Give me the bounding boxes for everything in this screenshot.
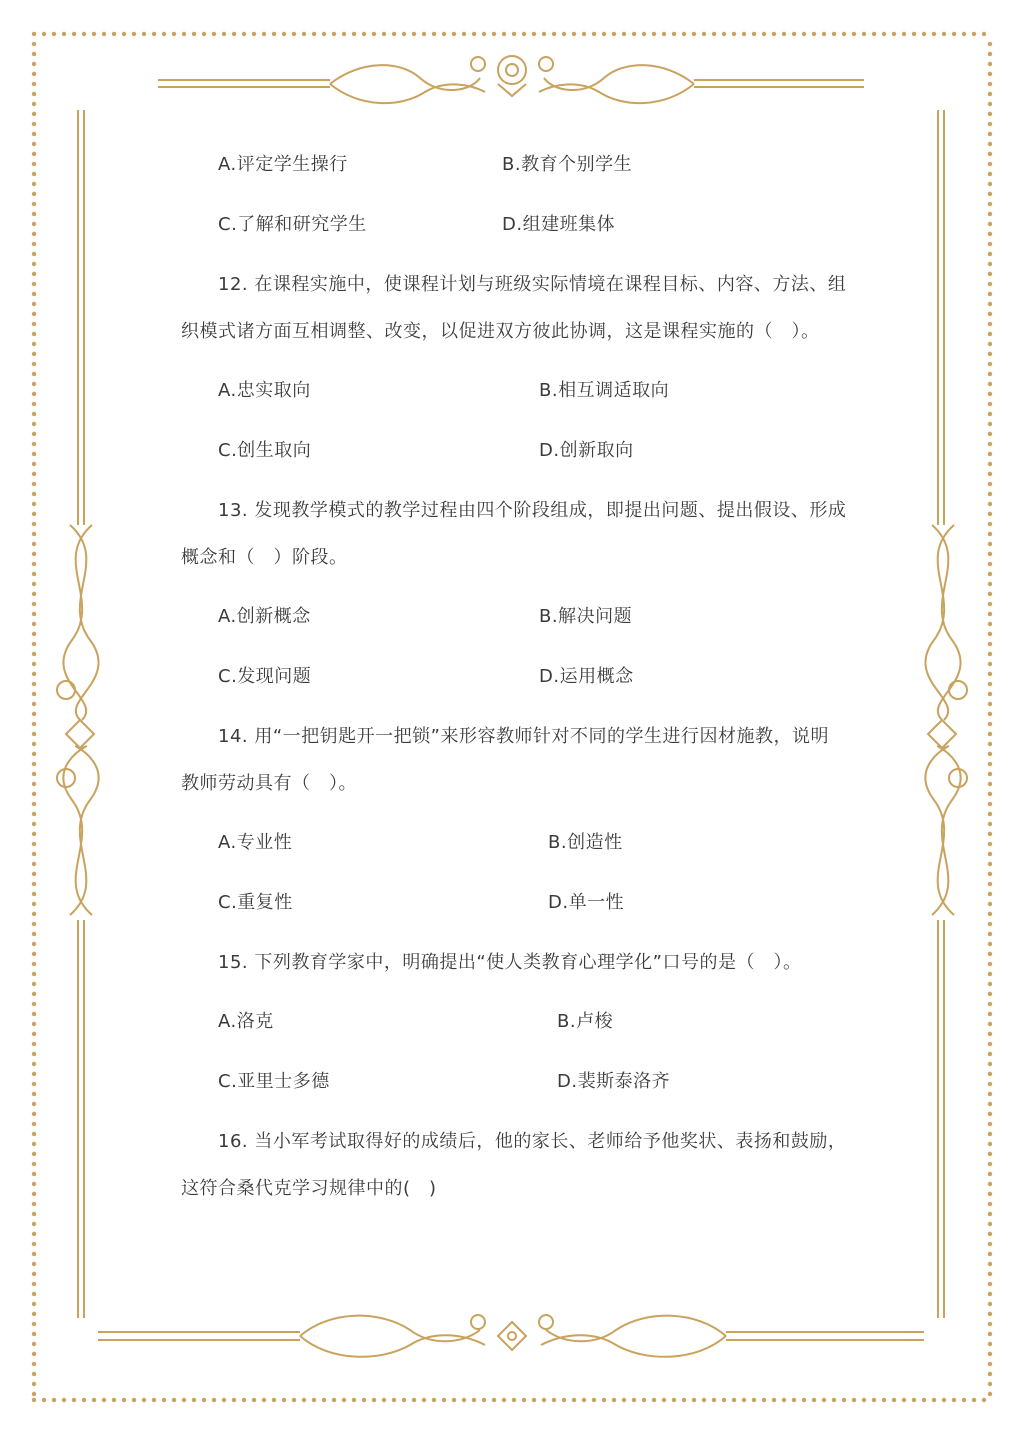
q13-text-line2: 概念和（ ）阶段。	[181, 547, 348, 568]
q16-text-line1: 16. 当小军考试取得好的成绩后，他的家长、老师给予他奖状、表扬和鼓励，	[218, 1131, 847, 1152]
left-ornament	[57, 110, 99, 1318]
q12-option-a: A.忠实取向	[218, 380, 311, 401]
q13-option-c: C.发现问题	[218, 666, 312, 687]
q14-text-line2: 教师劳动具有（ ）。	[181, 773, 357, 794]
q15-option-c: C.亚里士多德	[218, 1071, 330, 1092]
q15-option-b: B.卢梭	[557, 1011, 614, 1032]
q12-option-c: C.创生取向	[218, 440, 312, 461]
q11-option-b: B.教育个别学生	[502, 154, 633, 175]
top-ornament	[158, 56, 864, 103]
q14-option-d: D.单一性	[548, 892, 625, 913]
q14-option-a: A.专业性	[218, 832, 293, 853]
q13-option-d: D.运用概念	[539, 666, 634, 687]
q16-text-line2: 这符合桑代克学习规律中的( )	[181, 1178, 437, 1199]
q12-option-b: B.相互调适取向	[539, 380, 670, 401]
q12-text-line1: 12. 在课程实施中，使课程计划与班级实际情境在课程目标、内容、方法、组	[218, 274, 847, 295]
q14-option-b: B.创造性	[548, 832, 623, 853]
q13-text-line1: 13. 发现教学模式的教学过程由四个阶段组成，即提出问题、提出假设、形成	[218, 500, 847, 521]
q12-option-d: D.创新取向	[539, 440, 634, 461]
q11-option-a: A.评定学生操行	[218, 154, 348, 175]
q14-text-line1: 14. 用“一把钥匙开一把锁”来形容教师针对不同的学生进行因材施教，说明	[218, 726, 829, 747]
q11-option-c: C.了解和研究学生	[218, 214, 367, 235]
q13-option-a: A.创新概念	[218, 606, 311, 627]
q15-text-line1: 15. 下列教育学家中，明确提出“使人类教育心理学化”口号的是（ ）。	[218, 952, 802, 973]
q11-option-d: D.组建班集体	[502, 214, 616, 235]
q14-option-c: C.重复性	[218, 892, 293, 913]
q15-option-a: A.洛克	[218, 1011, 274, 1032]
bottom-ornament	[98, 1315, 924, 1357]
dotted-frame	[32, 32, 992, 1402]
q13-option-b: B.解决问题	[539, 606, 633, 627]
q15-option-d: D.裴斯泰洛齐	[557, 1071, 671, 1092]
right-ornament	[925, 110, 967, 1318]
q12-text-line2: 织模式诸方面互相调整、改变，以促进双方彼此协调，这是课程实施的（ ）。	[181, 321, 820, 342]
